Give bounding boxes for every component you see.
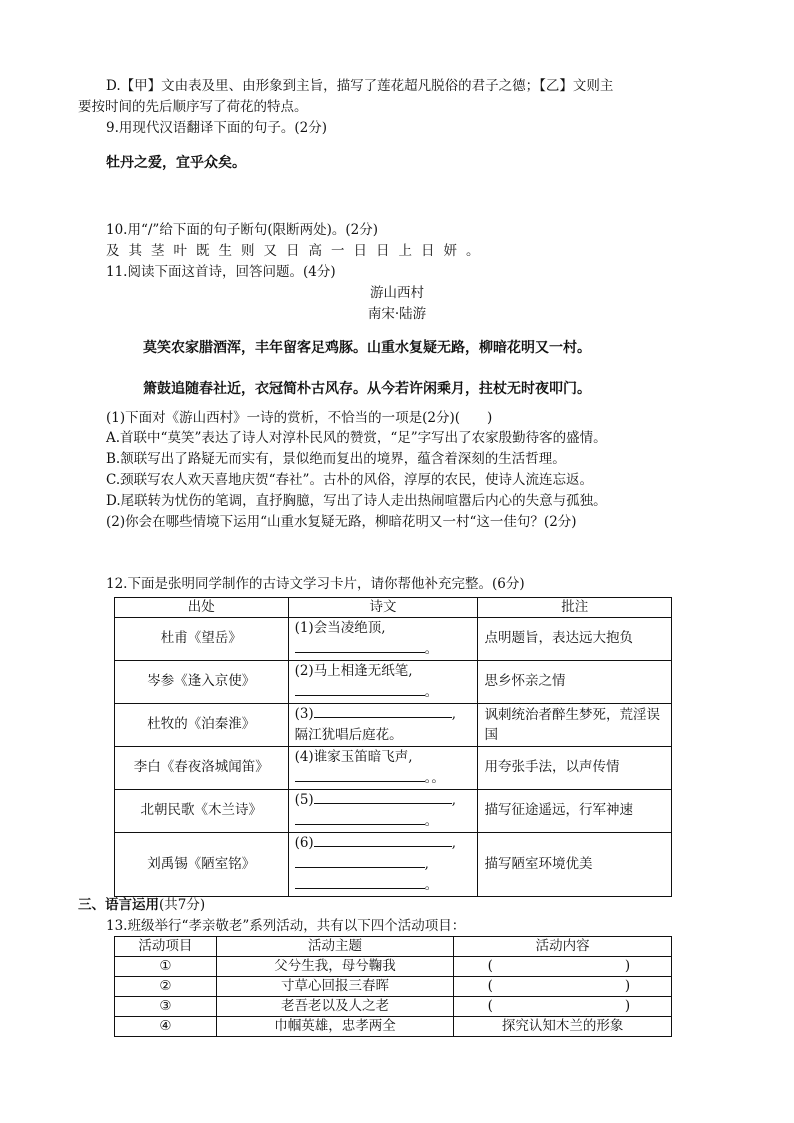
q12-row-4 (115, 747, 672, 790)
q13-no-2: ② (115, 977, 217, 997)
q13-theme-2: 寸草心回报三春晖 (216, 977, 453, 997)
poem-author: 南宋·陆游 (367, 306, 427, 322)
q12-source-5: 北朝民歌《木兰诗》 (115, 790, 289, 833)
q13-header-content: 活动内容 (454, 937, 672, 957)
q12-blank-5b[interactable] (295, 811, 425, 825)
q12-row-3 (115, 704, 672, 747)
q12-verse-1-text: (1)会当凌绝顶, (294, 620, 386, 636)
q8-option-d-line2: 要按时间的先后顺序写了荷花的特点。 (78, 99, 308, 115)
q12-note-5: 描写征途遥远，行军神速 (478, 790, 672, 833)
q13-row-3 (115, 997, 672, 1017)
q12-card-table (114, 597, 672, 897)
q13-paren-open-1: ( (487, 957, 493, 974)
q12-verse-3 (288, 704, 478, 747)
q13-no-4: ④ (115, 1017, 217, 1037)
q13-header-row (115, 937, 672, 957)
q13-header-item: 活动项目 (115, 937, 217, 957)
q12-blank-4[interactable] (295, 768, 425, 782)
q12-verse-6 (288, 833, 478, 897)
q12-verse-2-text: (2)马上相逢无纸笔, (294, 663, 413, 679)
q11-sub2-prompt: (2)你会在哪些情境下运用“山重水复疑无路，柳暗花明又一村“这一佳句？(2分) (106, 514, 577, 530)
q12-blank-2[interactable] (295, 682, 425, 696)
q12-source-1: 杜甫《望岳》 (115, 618, 289, 661)
q12-verse-5-comma: , (451, 792, 456, 808)
q12-note-2: 思乡怀亲之情 (478, 661, 672, 704)
section-3-title: 三、语言运用 (78, 897, 159, 913)
q12-row-6 (115, 833, 672, 897)
section-3-heading (78, 897, 205, 915)
q13-row-4 (115, 1017, 672, 1037)
q9-sentence: 牡丹之爱，宜乎众矣。 (106, 155, 246, 171)
q9-prompt: 9.用现代汉语翻译下面的句子。(2分) (106, 120, 328, 136)
q12-note-1: 点明题旨，表达远大抱负 (478, 618, 672, 661)
q12-note-6: 描写陋室环境优美 (478, 833, 672, 897)
q12-blank-6b[interactable] (295, 854, 425, 868)
q12-verse-1 (288, 618, 478, 661)
q13-paren-open-2: ( (487, 977, 493, 994)
q12-row-2 (115, 661, 672, 704)
q12-verse-6-end: 。 (424, 877, 439, 893)
q12-source-3: 杜牧的《泊秦淮》 (115, 704, 289, 747)
q12-verse-1-end: 。 (424, 641, 439, 657)
q12-source-2: 岑参《逢入京使》 (115, 661, 289, 704)
q12-verse-5-num: (5) (294, 792, 314, 808)
q12-header-verse: 诗文 (288, 598, 478, 618)
q12-row-5 (115, 790, 672, 833)
q13-row-1 (115, 957, 672, 977)
q10-prompt: 10.用“/”给下面的句子断句(限断两处)。(2分) (106, 222, 378, 238)
q12-verse-2 (288, 661, 478, 704)
section-3-score: (共7分) (159, 897, 206, 913)
q13-paren-close-3: ) (624, 997, 631, 1014)
q13-content-3[interactable] (454, 997, 672, 1017)
q13-no-1: ① (115, 957, 217, 977)
q12-blank-6a[interactable] (314, 833, 452, 847)
q13-content-4: 探究认知木兰的形象 (454, 1017, 672, 1037)
q12-note-3: 讽刺统治者醉生梦死，荒淫误国 (478, 704, 672, 747)
q12-verse-4-end: 。。 (424, 770, 445, 786)
q13-theme-1: 父兮生我，母兮鞠我 (216, 957, 453, 977)
q12-header-row (115, 598, 672, 618)
q12-note-4: 用夸张手法，以声传情 (478, 747, 672, 790)
q13-header-theme: 活动主题 (216, 937, 453, 957)
q11-option-b: B.颔联写出了路疑无而实有，景似绝而复出的境界，蕴含着深刻的生活哲理。 (106, 451, 566, 467)
q12-verse-6-comma2: , (424, 856, 429, 872)
q13-theme-3: 老吾老以及人之老 (216, 997, 453, 1017)
q12-verse-3-line2: 隔江犹唱后庭花。 (294, 727, 403, 743)
q11-option-a: A.首联中“莫笑”表达了诗人对淳朴民风的赞赏，“足”字写出了农家殷勤待客的盛情。 (106, 430, 607, 446)
q12-verse-4 (288, 747, 478, 790)
q13-paren-close-2: ) (624, 977, 631, 994)
q12-verse-5-end: 。 (424, 813, 439, 829)
q11-option-d: D.尾联转为忧伤的笔调，直抒胸臆，写出了诗人走出热闹喧嚣后内心的失意与孤独。 (106, 493, 607, 509)
q12-verse-6-num: (6) (294, 835, 314, 851)
q13-row-2 (115, 977, 672, 997)
q12-header-source: 出处 (115, 598, 289, 618)
q13-paren-close-1: ) (624, 957, 631, 974)
q13-content-1[interactable] (454, 957, 672, 977)
q13-theme-4: 巾帼英雄，忠孝两全 (216, 1017, 453, 1037)
q13-activity-table (114, 936, 672, 1037)
q12-verse-2-end: 。 (424, 684, 439, 700)
q12-verse-5 (288, 790, 478, 833)
q12-blank-5a[interactable] (314, 790, 452, 804)
q13-no-3: ③ (115, 997, 217, 1017)
q12-verse-4-text: (4)谁家玉笛暗飞声, (294, 749, 413, 765)
q12-verse-6-comma1: , (451, 835, 456, 851)
q12-row-1 (115, 618, 672, 661)
q11-option-c: C.颈联写农人欢天喜地庆贺“春社”。古朴的风俗，淳厚的农民，使诗人流连忘返。 (106, 472, 593, 488)
q12-blank-6c[interactable] (295, 875, 425, 889)
q13-paren-open-3: ( (487, 997, 493, 1014)
q8-option-d-line1: D.【甲】文由表及里、由形象到主旨，描写了莲花超凡脱俗的君子之德；【乙】文则主 (106, 78, 614, 94)
q12-blank-1[interactable] (295, 639, 425, 653)
q12-verse-3-num: (3) (294, 706, 314, 722)
q10-sentence: 及其茎叶既生则又日高一日日上日妍。 (106, 243, 489, 259)
q12-source-4: 李白《春夜洛城闻笛》 (115, 747, 289, 790)
q12-header-note: 批注 (478, 598, 672, 618)
poem-title: 游山西村 (370, 285, 424, 301)
q12-blank-3[interactable] (314, 704, 452, 718)
q12-prompt: 12.下面是张明同学制作的古诗文学习卡片，请你帮他补充完整。(6分) (106, 576, 525, 592)
q11-prompt: 11.阅读下面这首诗，回答问题。(4分) (106, 264, 336, 280)
q12-verse-3-comma: , (451, 706, 456, 722)
q12-source-6: 刘禹锡《陋室铭》 (115, 833, 289, 897)
q13-prompt: 13.班级举行“孝亲敬老”系列活动，共有以下四个活动项目： (106, 918, 466, 934)
q13-content-2[interactable] (454, 977, 672, 997)
poem-line-1: 莫笑农家腊酒浑，丰年留客足鸡豚。山重水复疑无路，柳暗花明又一村。 (143, 340, 591, 356)
q11-sub1-prompt: (1)下面对《游山西村》一诗的赏析，不恰当的一项是(2分)( ) (106, 410, 493, 426)
poem-line-2: 箫鼓追随春社近，衣冠简朴古风存。从今若许闲乘月，拄杖无时夜叩门。 (143, 381, 591, 397)
